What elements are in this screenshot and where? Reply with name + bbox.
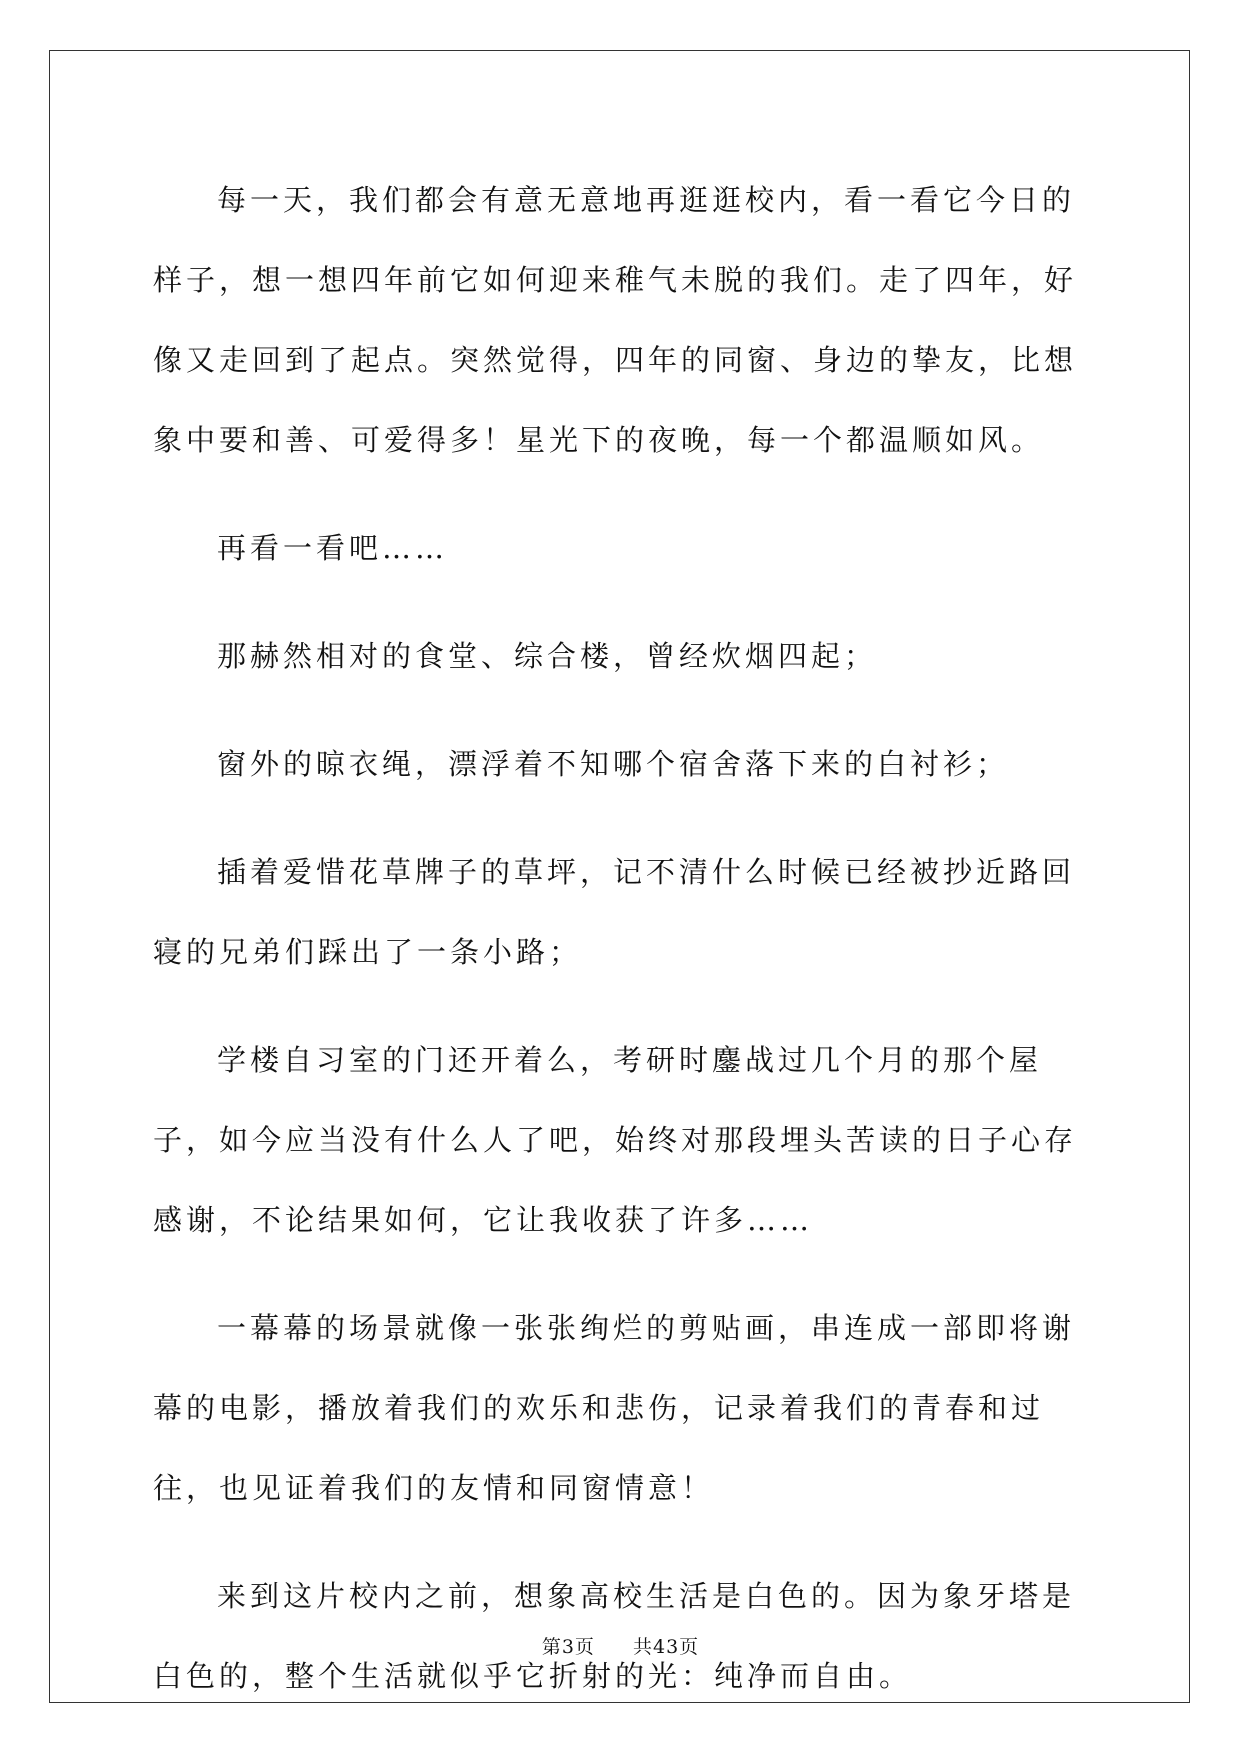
paragraph-7: 一幕幕的场景就像一张张绚烂的剪贴画，串连成一部即将谢幕的电影，播放着我们的欢乐和悲伤，记录着我们的青春和过往，也见证着我们的友情和同窗情意！ <box>153 1311 1076 1505</box>
page-number-current: 第3页 <box>541 1636 595 1658</box>
paragraph-4: 窗外的晾衣绳，漂浮着不知哪个宿舍落下来的白衬衫； <box>217 747 1010 781</box>
paragraph-8: 来到这片校内之前，想象高校生活是白色的。因为象牙塔是白色的，整个生活就似乎它折射的光：纯净而自由。 <box>153 1579 1076 1693</box>
document-body <box>153 160 1093 1744</box>
page-number-total: 共43页 <box>633 1636 700 1658</box>
paragraph-6: 学楼自习室的门还开着么，考研时鏖战过几个月的那个屋子，如今应当没有什么人了吧，始终对那段埋头苦读的日子心存感谢，不论结果如何，它让我收获了许多…… <box>153 1043 1078 1237</box>
paragraph-5: 插着爱惜花草牌子的草坪，记不清什么时候已经被抄近路回寝的兄弟们踩出了一条小路； <box>153 855 1076 969</box>
paragraph-2: 再看一看吧…… <box>217 531 449 565</box>
paragraph-3: 那赫然相对的食堂、综合楼，曾经炊烟四起； <box>217 639 878 673</box>
paragraph-1: 每一天，我们都会有意无意地再逛逛校内，看一看它今日的样子，想一想四年前它如何迎来稚气未脱的我们。走了四年，好像又走回到了起点。突然觉得，四年的同窗、身边的挚友，比想象中要和善、可爱得多！星光下的夜晚，每一个都温顺如风。 <box>153 183 1078 457</box>
page-footer <box>0 1632 1241 1659</box>
